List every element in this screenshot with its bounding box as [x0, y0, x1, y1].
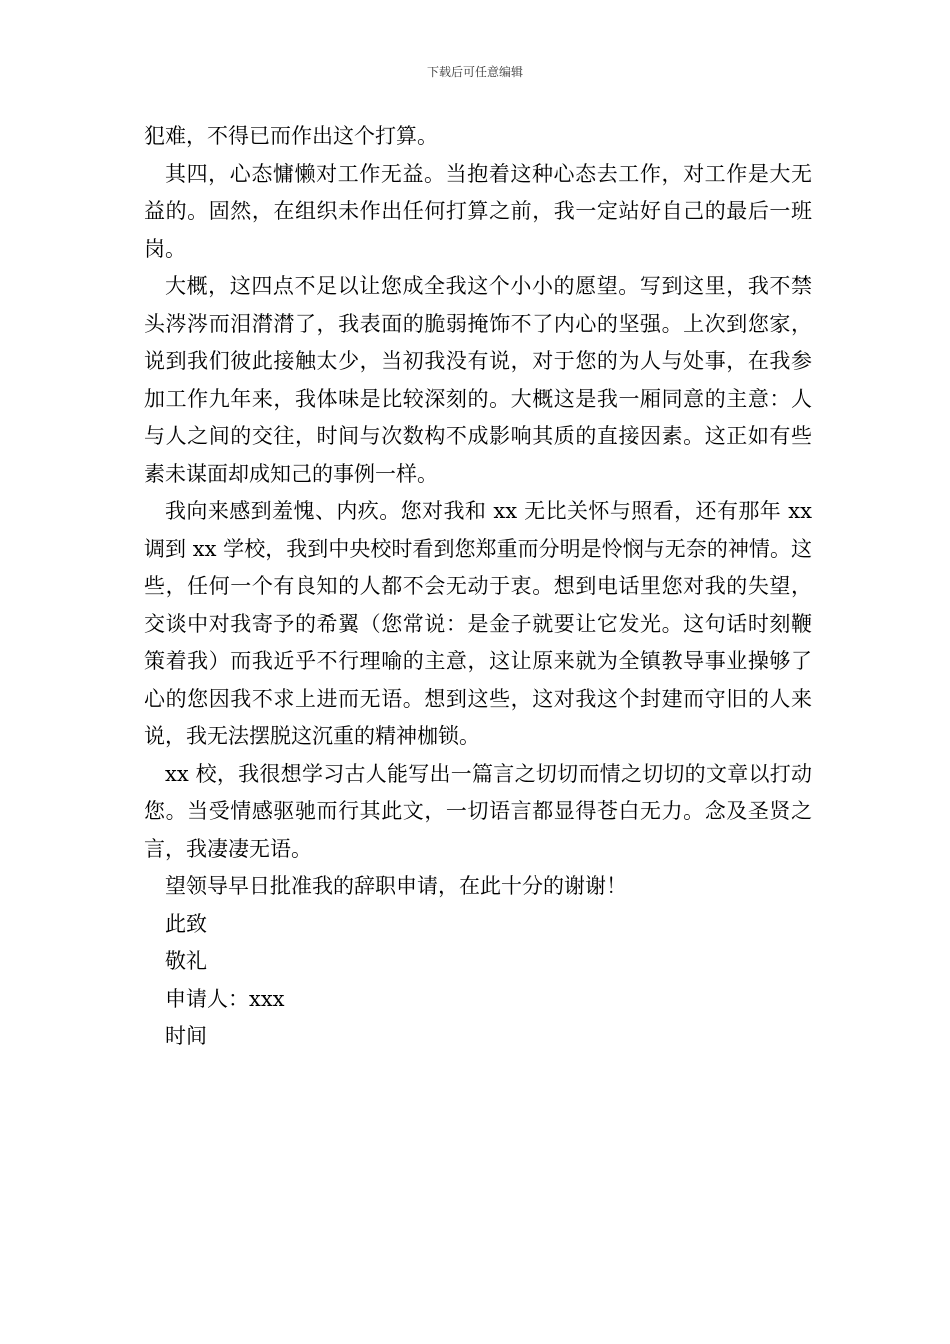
paragraph-continuation: 犯难，不得已而作出这个打算。 [144, 124, 438, 148]
date-label: 时间 [165, 1024, 207, 1048]
paragraph-request: 望领导早日批准我的辞职申请，在此十分的谢谢！ [165, 874, 627, 898]
page-header: 下载后可任意编辑 [426, 65, 523, 79]
paragraph-gratitude: 我向来感到羞愧、内疚。您对我和 xx 无比关怀与照看，还有那年 xx 调到 xx 学校，我到中央校时看到您郑重而分明是怜悯与无奈的神情。这些，任何一个有良知的人都不会无动于衷。想到电话里您对我的失望，交谈中对我寄予的希翼（您常说：是金子就要让它发光。这句话时刻鞭策着我）而我近乎不行理喻的主意，这让原来就为全镇教导事业操够了心的您因我不求上进而无语。想到这些，这对我这个封建而守旧的人来说，我无法摆脱这沉重的精神枷锁。 [144, 499, 812, 748]
closing-phrase: 此致 [165, 911, 207, 936]
paragraph-address-school: xx 校，我很想学习古人能写出一篇言之切切而情之切切的文章以打动您。当受情感驱驰而行其此文，一切语言都显得苍白无力。念及圣贤之言，我凄凄无语。 [144, 761, 812, 861]
salutation: 敬礼 [165, 949, 207, 973]
paragraph-reflection: 大概，这四点不足以让您成全我这个小小的愿望。写到这里，我不禁头涔涔而泪潸潸了，我表面的脆弱掩饰不了内心的坚强。上次到您家，说到我们彼此接触太少，当初我没有说，对于您的为人与处事，在我参加工作九年来，我体味是比较深刻的。大概这是我一厢同意的主意：人与人之间的交往，时间与次数构不成影响其质的直接因素。这正如有些素未谋面却成知己的事例一样。 [144, 274, 812, 486]
letter-body [144, 118, 812, 1056]
applicant-signature: 申请人：xxx [165, 986, 285, 1011]
paragraph-reason-four: 其四，心态慵懒对工作无益。当抱着这种心态去工作，对工作是大无益的。固然，在组织未作出任何打算之前，我一定站好自己的最后一班岗。 [144, 161, 812, 261]
